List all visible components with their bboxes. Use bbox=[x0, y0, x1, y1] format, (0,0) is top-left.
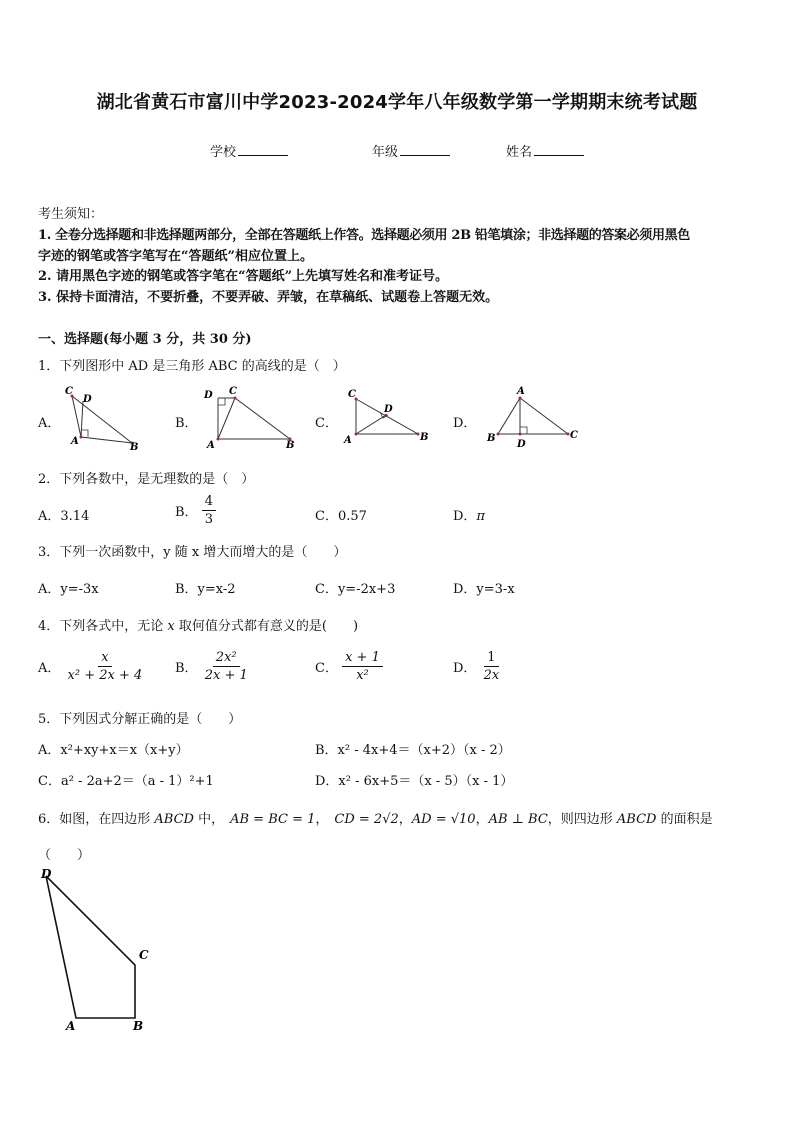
q4-option-b[interactable] bbox=[175, 650, 251, 683]
q6-sep1: ， bbox=[315, 812, 329, 827]
q1-figure-b bbox=[198, 382, 302, 450]
fig-d-label-c: C bbox=[570, 430, 578, 441]
fig-d-label-d: D bbox=[517, 439, 526, 450]
q1-stem: 1．下列图形中 AD 是三角形 ABC 的高线的是（ ） bbox=[38, 359, 346, 374]
fig-b-label-b: B bbox=[286, 440, 295, 450]
school-field[interactable] bbox=[210, 141, 288, 160]
q2-option-b-label: B． bbox=[175, 505, 198, 520]
q5-stem: 5．下列因式分解正确的是（ ） bbox=[38, 712, 242, 727]
fig-d-label-b: B bbox=[487, 433, 496, 444]
q4-a-den: x² + 2x + 4 bbox=[67, 668, 143, 683]
grade-field[interactable] bbox=[372, 141, 450, 160]
q1-option-d-label[interactable]: D． bbox=[453, 416, 477, 431]
grade-label: 年级 bbox=[372, 145, 399, 160]
q6-quad: ABCD bbox=[154, 812, 194, 827]
q4-option-a-label: A． bbox=[38, 661, 61, 676]
fig-b-label-c: C bbox=[229, 386, 237, 397]
q4-option-a-fraction bbox=[65, 650, 146, 683]
q4-option-d[interactable] bbox=[453, 650, 502, 683]
q4-stem bbox=[38, 615, 358, 634]
name-blank[interactable] bbox=[534, 143, 584, 156]
q5-option-b[interactable]: B．x² - 4x+4＝（x+2）（x - 2） bbox=[315, 743, 511, 758]
q3-stem: 3．下列一次函数中，y 随 x 增大而增大的是（ ） bbox=[38, 545, 347, 560]
q2-option-a[interactable]: A．3.14 bbox=[38, 509, 90, 524]
q2-fraction bbox=[202, 494, 216, 527]
fig-b-label-d: D bbox=[204, 390, 213, 401]
q2-option-b[interactable] bbox=[175, 494, 216, 527]
q4-c-num: x + 1 bbox=[342, 650, 383, 667]
q6-quadrilateral-figure bbox=[36, 864, 166, 1036]
q4-a-num: x bbox=[98, 650, 111, 667]
q6-stem-1: 6．如图，在四边形 bbox=[38, 812, 155, 827]
q4-stem-post: 取何值分式都有意义的是( ) bbox=[174, 619, 359, 634]
q4-stem-var: x bbox=[167, 619, 175, 634]
fig-d-label-a: A bbox=[517, 386, 525, 397]
q6-label-d: D bbox=[41, 867, 52, 881]
q3-option-b[interactable]: B．y=x-2 bbox=[175, 582, 236, 597]
q6-stem-4: 的面积是 bbox=[656, 812, 713, 827]
q5-option-a[interactable]: A．x²+xy+x＝x（x+y） bbox=[38, 743, 189, 758]
fig-a-label-d: D bbox=[83, 394, 92, 405]
name-field[interactable] bbox=[506, 141, 584, 160]
exam-title: 湖北省黄石市富川中学2023-2024学年八年级数学第一学期期末统考试题 bbox=[96, 92, 698, 113]
fig-c-label-d: D bbox=[384, 404, 393, 415]
q5-option-d[interactable]: D．x² - 6x+5＝（x - 5）（x - 1） bbox=[315, 774, 514, 789]
fig-c-label-a: A bbox=[344, 435, 352, 446]
notice-item-1-cont: 字迹的钢笔或答字笔写在“答题纸”相应位置上。 bbox=[38, 249, 313, 264]
q6-cond4: AB ⊥ BC bbox=[488, 812, 548, 827]
school-blank[interactable] bbox=[238, 143, 288, 156]
q4-option-c[interactable] bbox=[315, 650, 383, 683]
q4-option-b-label: B． bbox=[175, 661, 198, 676]
q6-stem-2: 中， bbox=[193, 812, 225, 827]
q1-option-b-label[interactable]: B． bbox=[175, 416, 198, 431]
q2-option-c[interactable]: C．0.57 bbox=[315, 509, 367, 524]
q2-option-d[interactable] bbox=[453, 505, 485, 524]
notice-item-2: 2. 请用黑色字迹的钢笔或答字笔在“答题纸”上先填写姓名和准考证号。 bbox=[38, 269, 449, 284]
fig-c-label-c: C bbox=[348, 389, 356, 400]
q6-sep2: ， bbox=[398, 812, 412, 827]
q4-c-den: x² bbox=[356, 668, 369, 683]
q6-quad-2: ABCD bbox=[616, 812, 657, 827]
q2-fraction-num: 4 bbox=[202, 494, 216, 511]
school-label: 学校 bbox=[210, 145, 237, 160]
q1-option-c-label[interactable]: C． bbox=[315, 416, 338, 431]
pi-symbol: π bbox=[476, 509, 485, 524]
q6-label-c: C bbox=[139, 948, 149, 962]
q3-option-d[interactable]: D．y=3-x bbox=[453, 582, 515, 597]
q6-cond3: AD = √10 bbox=[411, 812, 476, 827]
q3-option-a[interactable]: A．y=-3x bbox=[38, 582, 99, 597]
q4-stem-pre: 4．下列各式中，无论 bbox=[38, 619, 168, 634]
q5-option-c[interactable]: C．a² - 2a+2＝（a - 1）²+1 bbox=[38, 774, 214, 789]
q6-stem bbox=[38, 808, 713, 827]
q1-figure-c bbox=[338, 382, 438, 450]
q4-option-b-fraction bbox=[202, 650, 251, 683]
q2-fraction-den: 3 bbox=[204, 512, 213, 527]
q6-cond1: AB = BC = 1 bbox=[230, 812, 316, 827]
q4-option-a[interactable] bbox=[38, 650, 145, 683]
q4-b-den: 2x + 1 bbox=[204, 668, 248, 683]
fig-a-label-a: A bbox=[71, 436, 79, 447]
name-label: 姓名 bbox=[506, 145, 533, 160]
q6-label-b: B bbox=[133, 1019, 144, 1033]
q1-figure-d bbox=[476, 382, 586, 450]
notice-heading: 考生须知： bbox=[38, 207, 104, 222]
q6-label-a: A bbox=[66, 1019, 76, 1033]
q4-b-num: 2x² bbox=[213, 650, 240, 667]
q1-figure-a bbox=[60, 382, 144, 450]
fig-a-label-c: C bbox=[65, 386, 73, 397]
q4-d-den: 2x bbox=[483, 668, 500, 683]
q4-option-c-fraction bbox=[342, 650, 383, 683]
q3-option-c[interactable]: C．y=-2x+3 bbox=[315, 582, 396, 597]
q4-option-d-fraction bbox=[481, 650, 503, 683]
notice-item-1: 1. 全卷分选择题和非选择题两部分，全部在答题纸上作答。选择题必须用 2B 铅笔填涂；非选择题的答案必须用黑色 bbox=[38, 228, 690, 243]
fig-b-label-a: A bbox=[207, 440, 215, 450]
q1-option-a-label[interactable]: A． bbox=[38, 416, 61, 431]
grade-blank[interactable] bbox=[400, 143, 450, 156]
notice-item-3: 3. 保持卡面清洁，不要折叠，不要弄破、弄皱，在草稿纸、试题卷上答题无效。 bbox=[38, 290, 499, 305]
q6-cond2: CD = 2√2 bbox=[334, 812, 399, 827]
q2-option-d-label: D． bbox=[453, 509, 477, 524]
q4-option-d-label: D． bbox=[453, 661, 477, 676]
q6-answer-paren: （ ） bbox=[38, 848, 91, 863]
q6-sep3: ， bbox=[475, 812, 489, 827]
fig-c-label-b: B bbox=[420, 432, 429, 443]
q2-stem: 2．下列各数中，是无理数的是（ ） bbox=[38, 472, 255, 487]
q4-d-num: 1 bbox=[484, 650, 498, 667]
section-heading: 一、选择题(每小题 3 分，共 30 分) bbox=[38, 332, 252, 347]
q4-option-c-label: C． bbox=[315, 661, 338, 676]
q6-stem-3: ，则四边形 bbox=[547, 812, 617, 827]
fig-a-label-b: B bbox=[130, 442, 139, 450]
